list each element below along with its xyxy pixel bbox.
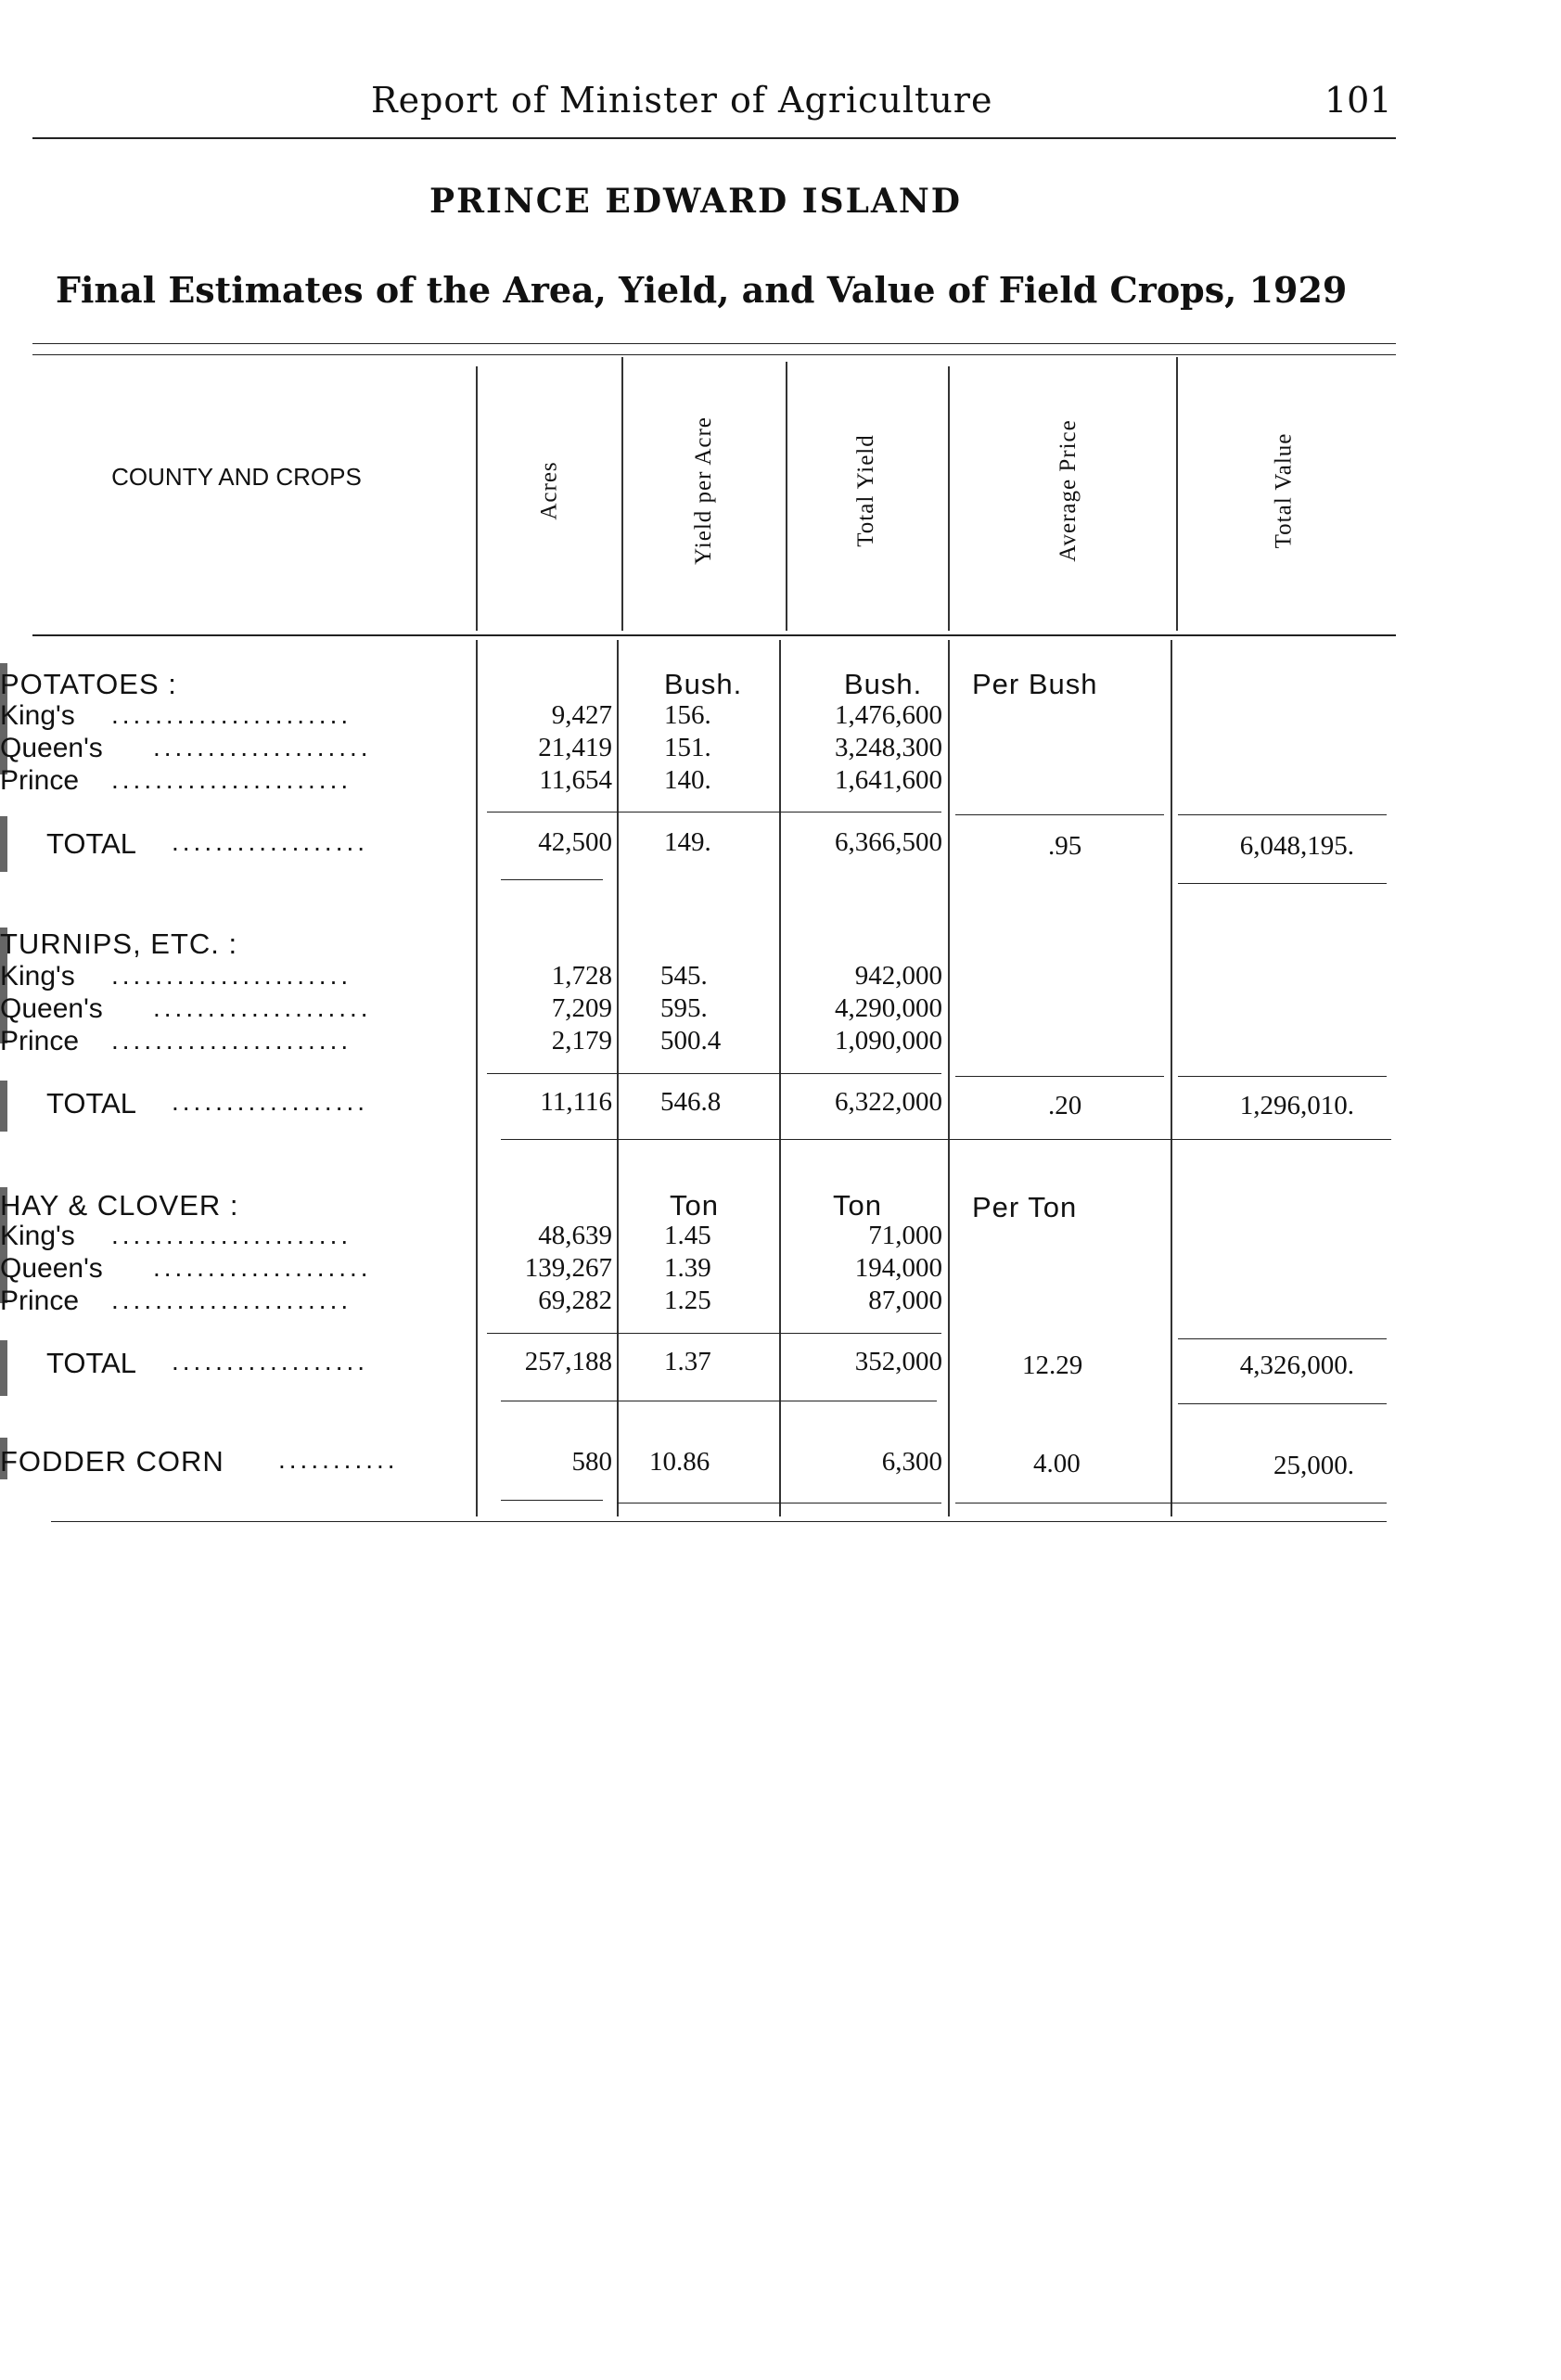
acres-value: 48,639 xyxy=(538,1221,612,1250)
col-header-total-yield: Total Yield xyxy=(853,434,878,547)
scan-edge-shadow xyxy=(0,1340,7,1396)
caption-rule xyxy=(32,343,1396,344)
running-header: Report of Minister of Agriculture xyxy=(371,80,993,121)
subtotal-rule xyxy=(1178,1076,1387,1077)
yield-value: 1.39 xyxy=(664,1253,711,1283)
yield-value: 595. xyxy=(660,993,708,1023)
yield-value: 140. xyxy=(664,765,711,795)
total-yield-value: 71,000 xyxy=(868,1221,942,1250)
acres-value: 1,728 xyxy=(551,961,612,991)
leader-dots: .................... xyxy=(153,1253,372,1282)
subtotal-rule xyxy=(487,812,941,813)
leader-dots: .................. xyxy=(172,1347,369,1376)
table-caption: Final Estimates of the Area, Yield, and Value of Field Crops, 1929 xyxy=(56,269,1348,311)
row-label: King's xyxy=(0,1221,75,1251)
yield-total: 149. xyxy=(664,827,711,857)
total-yield-total: 6,322,000 xyxy=(835,1087,942,1117)
leader-dots: .................. xyxy=(172,1087,369,1116)
yield-value: 151. xyxy=(664,733,711,762)
total-yield-value: 87,000 xyxy=(868,1286,942,1315)
leader-dots: ...................... xyxy=(111,1286,352,1314)
scan-edge-shadow xyxy=(0,1081,7,1132)
average-price: .95 xyxy=(1048,831,1082,861)
acres-value: 7,209 xyxy=(551,993,612,1023)
average-price: .20 xyxy=(1048,1091,1082,1120)
total-yield-value: 1,476,600 xyxy=(835,700,942,730)
row-label: Queen's xyxy=(0,733,103,763)
column-rule xyxy=(476,640,478,1516)
acres-value: 9,427 xyxy=(551,700,612,730)
leader-dots: ...................... xyxy=(111,1221,352,1249)
total-yield-unit: Bush. xyxy=(844,668,923,700)
total-label: TOTAL xyxy=(46,1347,137,1379)
yield-value: 10.86 xyxy=(649,1447,710,1477)
page-number: 101 xyxy=(1324,80,1392,121)
acres-value: 11,654 xyxy=(539,765,612,795)
total-yield-unit: Ton xyxy=(833,1189,882,1222)
yield-total: 1.37 xyxy=(664,1347,711,1376)
row-label: Prince xyxy=(0,1286,80,1316)
section-heading: FODDER CORN xyxy=(0,1445,224,1478)
page-title: PRINCE EDWARD ISLAND xyxy=(429,182,962,221)
yield-value: 1.45 xyxy=(664,1221,711,1250)
average-price: 12.29 xyxy=(1022,1350,1083,1380)
col-header-yield: Yield per Acre xyxy=(691,416,716,565)
yield-total: 546.8 xyxy=(660,1087,722,1117)
total-value: 6,048,195. xyxy=(1239,831,1354,861)
col-header-acres: Acres xyxy=(536,461,562,520)
total-yield-value: 942,000 xyxy=(854,961,942,991)
yield-value: 500.4 xyxy=(660,1026,722,1056)
total-yield-value: 1,090,000 xyxy=(835,1026,942,1056)
leader-dots: ...................... xyxy=(111,700,352,729)
section-heading: HAY & CLOVER : xyxy=(0,1189,239,1222)
header-divider xyxy=(621,357,623,631)
section-rule xyxy=(501,1500,603,1501)
acres-value: 21,419 xyxy=(538,733,612,762)
header-rule xyxy=(32,137,1396,139)
section-rule xyxy=(1178,1403,1387,1404)
table-top-rule xyxy=(32,354,1396,355)
price-unit: Per Ton xyxy=(972,1191,1078,1223)
leader-dots: .................... xyxy=(153,993,372,1022)
row-label: Queen's xyxy=(0,1253,103,1284)
acres-total: 11,116 xyxy=(540,1087,612,1117)
table-bottom-rule xyxy=(51,1521,1387,1522)
leader-dots: .................... xyxy=(153,733,372,761)
acres-value: 139,267 xyxy=(524,1253,612,1283)
row-label: King's xyxy=(0,961,75,992)
col-header-average-price: Average Price xyxy=(1056,419,1081,562)
column-rule xyxy=(948,640,950,1516)
header-bottom-rule xyxy=(32,634,1396,636)
section-heading: TURNIPS, ETC. : xyxy=(0,928,238,960)
subtotal-rule xyxy=(955,1076,1164,1077)
yield-unit: Bush. xyxy=(664,668,743,700)
row-label: Prince xyxy=(0,1026,80,1056)
subtotal-rule xyxy=(955,814,1164,815)
leader-dots: .................. xyxy=(172,827,369,856)
acres-total: 257,188 xyxy=(524,1347,612,1376)
header-divider xyxy=(476,366,478,631)
row-label: Prince xyxy=(0,765,80,796)
leader-dots: ...................... xyxy=(111,765,352,794)
section-heading: POTATOES : xyxy=(0,668,177,700)
subtotal-rule xyxy=(487,1333,941,1334)
scan-edge-shadow xyxy=(0,816,7,872)
total-yield-total: 352,000 xyxy=(854,1347,942,1376)
yield-value: 156. xyxy=(664,700,711,730)
col-header-total-value: Total Value xyxy=(1271,432,1297,549)
column-rule xyxy=(617,640,619,1516)
header-divider xyxy=(786,362,787,631)
subtotal-rule xyxy=(1178,814,1387,815)
leader-dots: ...................... xyxy=(111,961,352,990)
total-yield-total: 6,366,500 xyxy=(835,827,942,857)
section-rule xyxy=(1178,883,1387,884)
acres-value: 2,179 xyxy=(551,1026,612,1056)
row-label: King's xyxy=(0,700,75,731)
stub-header: COUNTY AND CROPS xyxy=(111,463,362,491)
section-rule xyxy=(501,879,603,880)
total-label: TOTAL xyxy=(46,1087,137,1120)
total-yield-value: 194,000 xyxy=(854,1253,942,1283)
total-yield-value: 3,248,300 xyxy=(835,733,942,762)
column-rule xyxy=(779,640,781,1516)
header-divider xyxy=(948,366,950,631)
yield-value: 545. xyxy=(660,961,708,991)
leader-dots: ...................... xyxy=(111,1026,352,1055)
total-value: 25,000. xyxy=(1273,1451,1354,1480)
price-unit: Per Bush xyxy=(972,668,1098,700)
yield-value: 1.25 xyxy=(664,1286,711,1315)
total-yield-value: 6,300 xyxy=(881,1447,942,1477)
column-rule xyxy=(1171,640,1172,1516)
total-yield-value: 1,641,600 xyxy=(835,765,942,795)
average-price: 4.00 xyxy=(1033,1449,1081,1478)
row-label: Queen's xyxy=(0,993,103,1024)
leader-dots: ........... xyxy=(278,1445,399,1474)
section-rule xyxy=(501,1139,1391,1140)
acres-total: 42,500 xyxy=(538,827,612,857)
total-value: 1,296,010. xyxy=(1239,1091,1354,1120)
acres-value: 580 xyxy=(571,1447,612,1477)
subtotal-rule xyxy=(1178,1338,1387,1339)
total-value: 4,326,000. xyxy=(1239,1350,1354,1380)
header-divider xyxy=(1176,357,1178,631)
total-label: TOTAL xyxy=(46,827,137,860)
total-yield-value: 4,290,000 xyxy=(835,993,942,1023)
subtotal-rule xyxy=(487,1073,941,1074)
acres-value: 69,282 xyxy=(538,1286,612,1315)
yield-unit: Ton xyxy=(670,1189,719,1222)
